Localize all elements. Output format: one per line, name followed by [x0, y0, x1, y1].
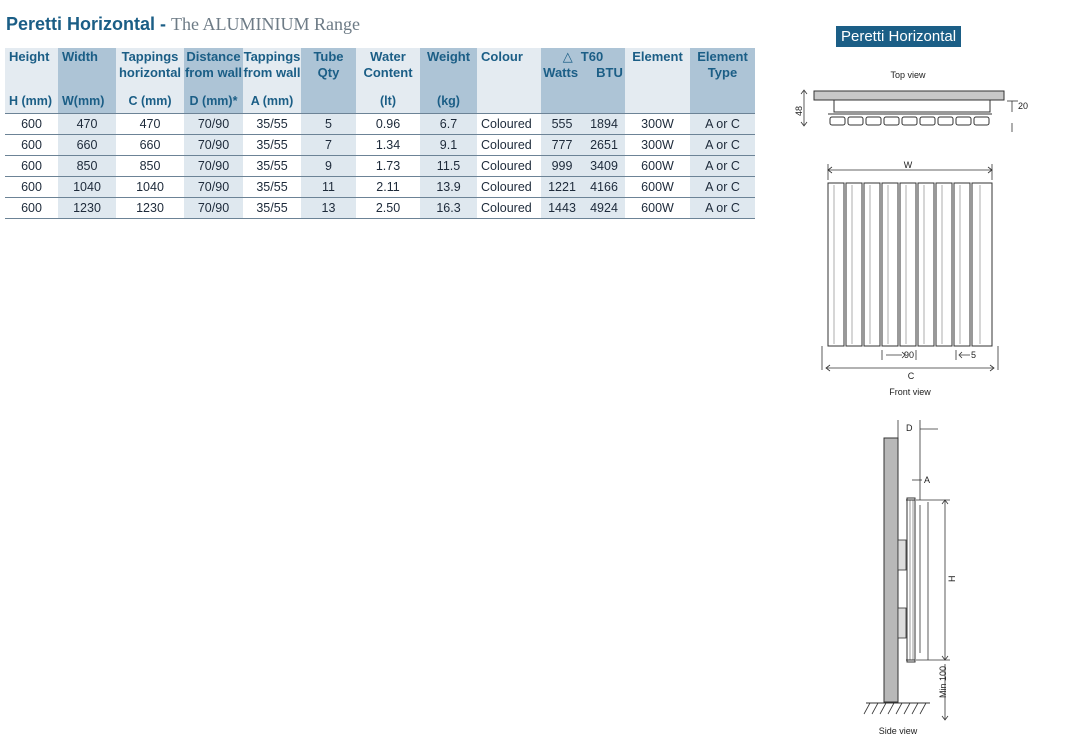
- subtitle-prefix: The: [171, 14, 203, 34]
- cell-width: 660: [58, 135, 116, 156]
- table-row: [5, 156, 755, 177]
- side-view-radiator: [898, 498, 915, 662]
- cell-height: 600: [5, 198, 58, 219]
- cell-tappings-from-wall: 35/55: [243, 156, 301, 177]
- cell-water-content: 1.34: [356, 135, 420, 156]
- cell-distance-from-wall: 70/90: [184, 198, 243, 219]
- cell-element-type: A or C: [690, 135, 755, 156]
- unit-a: A (mm): [243, 89, 301, 114]
- cell-tappings-horizontal: 1230: [116, 198, 184, 219]
- cell-colour: Coloured: [477, 114, 541, 135]
- cell-tappings-from-wall: 35/55: [243, 177, 301, 198]
- cell-tappings-from-wall: 35/55: [243, 114, 301, 135]
- front-view-label: Front view: [889, 387, 931, 397]
- cell-element-type: A or C: [690, 177, 755, 198]
- product-name: Peretti Horizontal: [6, 14, 156, 34]
- cell-element: 600W: [625, 198, 690, 219]
- top-view-bracket: [834, 100, 990, 112]
- cell-width: 1040: [58, 177, 116, 198]
- unit-lt: (lt): [356, 89, 420, 114]
- cell-colour: Coloured: [477, 156, 541, 177]
- cell-water-content: 0.96: [356, 114, 420, 135]
- cell-distance-from-wall: 70/90: [184, 156, 243, 177]
- cell-weight: 6.7: [420, 114, 477, 135]
- cell-distance-from-wall: 70/90: [184, 135, 243, 156]
- cell-watts: 999: [541, 156, 583, 177]
- dim-w: W: [903, 160, 913, 170]
- cell-height: 600: [5, 177, 58, 198]
- product-badge: Peretti Horizontal: [836, 26, 961, 47]
- cell-water-content: 1.73: [356, 156, 420, 177]
- col-element: Element: [625, 48, 690, 89]
- dim-min-100: Min 100: [938, 665, 948, 698]
- spec-table: [5, 48, 755, 219]
- cell-weight: 16.3: [420, 198, 477, 219]
- header-row-main: [5, 48, 755, 89]
- cell-weight: 13.9: [420, 177, 477, 198]
- col-tube-qty: Tube Qty: [301, 48, 356, 89]
- side-view-label: Side view: [878, 726, 918, 736]
- title-separator: -: [155, 14, 172, 34]
- subtitle-brand: ALUMINIUM: [202, 14, 310, 34]
- unit-element: [625, 89, 690, 114]
- table-row: [5, 177, 755, 198]
- col-tappings-from-wall: Tappings from wall: [243, 48, 301, 89]
- cell-colour: Coloured: [477, 198, 541, 219]
- cell-tube-qty: 5: [301, 114, 356, 135]
- table-row: [5, 114, 755, 135]
- cell-btu: 2651: [583, 135, 625, 156]
- table-row: [5, 135, 755, 156]
- delta-t-icon: △: [562, 49, 573, 64]
- col-element-type: Element Type: [690, 48, 755, 89]
- side-view-wall: [884, 438, 898, 702]
- cell-watts: 555: [541, 114, 583, 135]
- cell-watts: 1221: [541, 177, 583, 198]
- header-row-units: [5, 89, 755, 114]
- cell-weight: 9.1: [420, 135, 477, 156]
- cell-tappings-horizontal: 850: [116, 156, 184, 177]
- col-watts: Watts: [543, 65, 579, 80]
- col-height: Height: [5, 48, 58, 89]
- cell-width: 470: [58, 114, 116, 135]
- cell-watts: 777: [541, 135, 583, 156]
- cell-width: 850: [58, 156, 116, 177]
- cell-distance-from-wall: 70/90: [184, 177, 243, 198]
- unit-btu: [583, 89, 625, 114]
- col-tappings-horizontal: Tappings horizontal: [116, 48, 184, 89]
- cell-element-type: A or C: [690, 198, 755, 219]
- cell-water-content: 2.50: [356, 198, 420, 219]
- dim-d: D: [906, 423, 913, 433]
- top-view-label: Top view: [890, 70, 926, 80]
- cell-tappings-from-wall: 35/55: [243, 198, 301, 219]
- floor-hatching: [864, 703, 926, 714]
- cell-btu: 1894: [583, 114, 625, 135]
- cell-element: 300W: [625, 135, 690, 156]
- dim-20: 20: [1018, 101, 1029, 111]
- unit-colour: [477, 89, 541, 114]
- cell-tube-qty: 11: [301, 177, 356, 198]
- col-water-content: Water Content: [356, 48, 420, 89]
- cell-water-content: 2.11: [356, 177, 420, 198]
- cell-tappings-from-wall: 35/55: [243, 135, 301, 156]
- cell-btu: 4924: [583, 198, 625, 219]
- cell-distance-from-wall: 70/90: [184, 114, 243, 135]
- top-view-wall-bar: [814, 91, 1004, 100]
- unit-c: C (mm): [116, 89, 184, 114]
- unit-element-type: [690, 89, 755, 114]
- unit-w: W(mm): [58, 89, 116, 114]
- cell-height: 600: [5, 114, 58, 135]
- col-btu: BTU: [596, 65, 623, 80]
- table-row: [5, 198, 755, 219]
- col-t60: T60: [580, 49, 604, 64]
- dim-a: A: [924, 475, 931, 485]
- cell-btu: 4166: [583, 177, 625, 198]
- top-view-tubes: [830, 117, 989, 125]
- dim-5: 5: [971, 350, 977, 360]
- cell-width: 1230: [58, 198, 116, 219]
- cell-element-type: A or C: [690, 156, 755, 177]
- cell-height: 600: [5, 135, 58, 156]
- unit-watts: [541, 89, 583, 114]
- cell-element: 300W: [625, 114, 690, 135]
- cell-colour: Coloured: [477, 135, 541, 156]
- range-subtitle: [171, 14, 360, 34]
- unit-h: H (mm): [5, 89, 58, 114]
- cell-tube-qty: 7: [301, 135, 356, 156]
- cell-element: 600W: [625, 156, 690, 177]
- col-width: Width: [58, 48, 116, 89]
- subtitle-suffix: Range: [309, 14, 361, 34]
- cell-btu: 3409: [583, 156, 625, 177]
- col-weight: Weight: [420, 48, 477, 89]
- page-title: [6, 14, 360, 35]
- dim-h: H: [947, 575, 957, 582]
- cell-tappings-horizontal: 470: [116, 114, 184, 135]
- cell-colour: Coloured: [477, 177, 541, 198]
- cell-element: 600W: [625, 177, 690, 198]
- cell-tube-qty: 9: [301, 156, 356, 177]
- cell-watts: 1443: [541, 198, 583, 219]
- spec-table-body: [5, 114, 755, 219]
- cell-tappings-horizontal: 660: [116, 135, 184, 156]
- dim-90: 90: [904, 350, 915, 360]
- cell-tappings-horizontal: 1040: [116, 177, 184, 198]
- cell-element-type: A or C: [690, 114, 755, 135]
- col-colour: Colour: [477, 48, 541, 89]
- cell-tube-qty: 13: [301, 198, 356, 219]
- front-view-tubes: [828, 183, 992, 346]
- cell-height: 600: [5, 156, 58, 177]
- unit-tube: [301, 89, 356, 114]
- col-output: [541, 48, 625, 89]
- unit-d: D (mm)*: [184, 89, 243, 114]
- dim-48: 48: [794, 105, 804, 116]
- unit-kg: (kg): [420, 89, 477, 114]
- technical-drawing: [790, 60, 1060, 740]
- col-distance-from-wall: Distance from wall: [184, 48, 243, 89]
- dim-c: C: [907, 371, 915, 381]
- cell-weight: 11.5: [420, 156, 477, 177]
